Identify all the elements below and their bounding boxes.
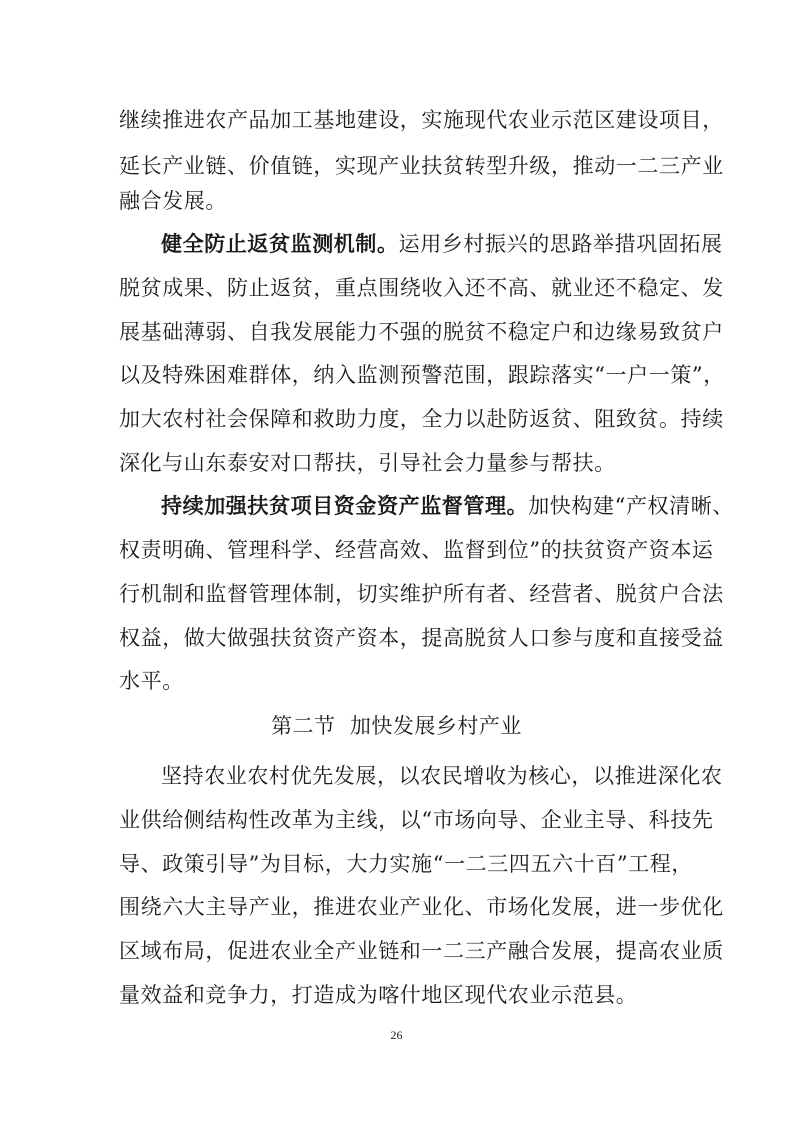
paragraph-text: 加快构建“产权清晰、 xyxy=(528,494,734,518)
paragraph-line: 区域布局，促进农业全产业链和一二三产融合发展，提高农业质 xyxy=(119,939,724,963)
paragraph-line: 围绕六大主导产业，推进农业产业化、市场化发展，进一步优化 xyxy=(119,895,724,919)
paragraph-line: 量效益和竞争力，打造成为喀什地区现代农业示范县。 xyxy=(119,983,638,1007)
paragraph-line: 延长产业链、价值链，实现产业扶贫转型升级，推动一二三产业 xyxy=(119,154,724,178)
paragraph-text: 运用乡村振兴的思路举措巩固拓展 xyxy=(398,232,723,256)
paragraph-line: 权责明确、管理科学、经营高效、监督到位”的扶贫资产资本运 xyxy=(119,538,714,562)
paragraph-line: 业供给侧结构性改革为主线，以“市场向导、企业主导、科技先 xyxy=(119,808,714,832)
paragraph-line: 坚持农业农村优先发展，以农民增收为核心，以推进深化农 xyxy=(161,764,723,788)
paragraph-line: 继续推进农产品加工基地建设，实施现代农业示范区建设项目， xyxy=(119,108,724,132)
paragraph-line: 行机制和监督管理体制，切实维护所有者、经营者、脱贫户合法 xyxy=(119,582,724,606)
page-number: 26 xyxy=(390,1028,403,1042)
paragraph-line: 融合发展。 xyxy=(119,189,227,213)
paragraph-first-line xyxy=(161,232,723,256)
section-heading: 第二节 加快发展乡村产业 xyxy=(271,714,522,738)
paragraph-heading: 健全防止返贫监测机制。 xyxy=(161,232,399,256)
paragraph-line: 脱贫成果、防止返贫，重点围绕收入还不高、就业还不稳定、发 xyxy=(119,276,724,300)
paragraph-line: 导、政策引导”为目标，大力实施“一二三四五六十百”工程， xyxy=(119,852,694,876)
paragraph-line: 水平。 xyxy=(119,669,184,693)
paragraph-first-line xyxy=(161,494,734,518)
paragraph-line: 权益，做大做强扶贫资产资本，提高脱贫人口参与度和直接受益 xyxy=(119,626,724,650)
paragraph-line: 加大农村社会保障和救助力度，全力以赴防返贫、阻致贫。持续 xyxy=(119,407,724,431)
paragraph-line: 深化与山东泰安对口帮扶，引导社会力量参与帮扶。 xyxy=(119,451,616,475)
paragraph-heading: 持续加强扶贫项目资金资产监督管理。 xyxy=(161,494,529,518)
paragraph-line: 以及特殊困难群体，纳入监测预警范围，跟踪落实“一户一策”， xyxy=(119,363,725,387)
paragraph-line: 展基础薄弱、自我发展能力不强的脱贫不稳定户和边缘易致贫户 xyxy=(119,320,724,344)
